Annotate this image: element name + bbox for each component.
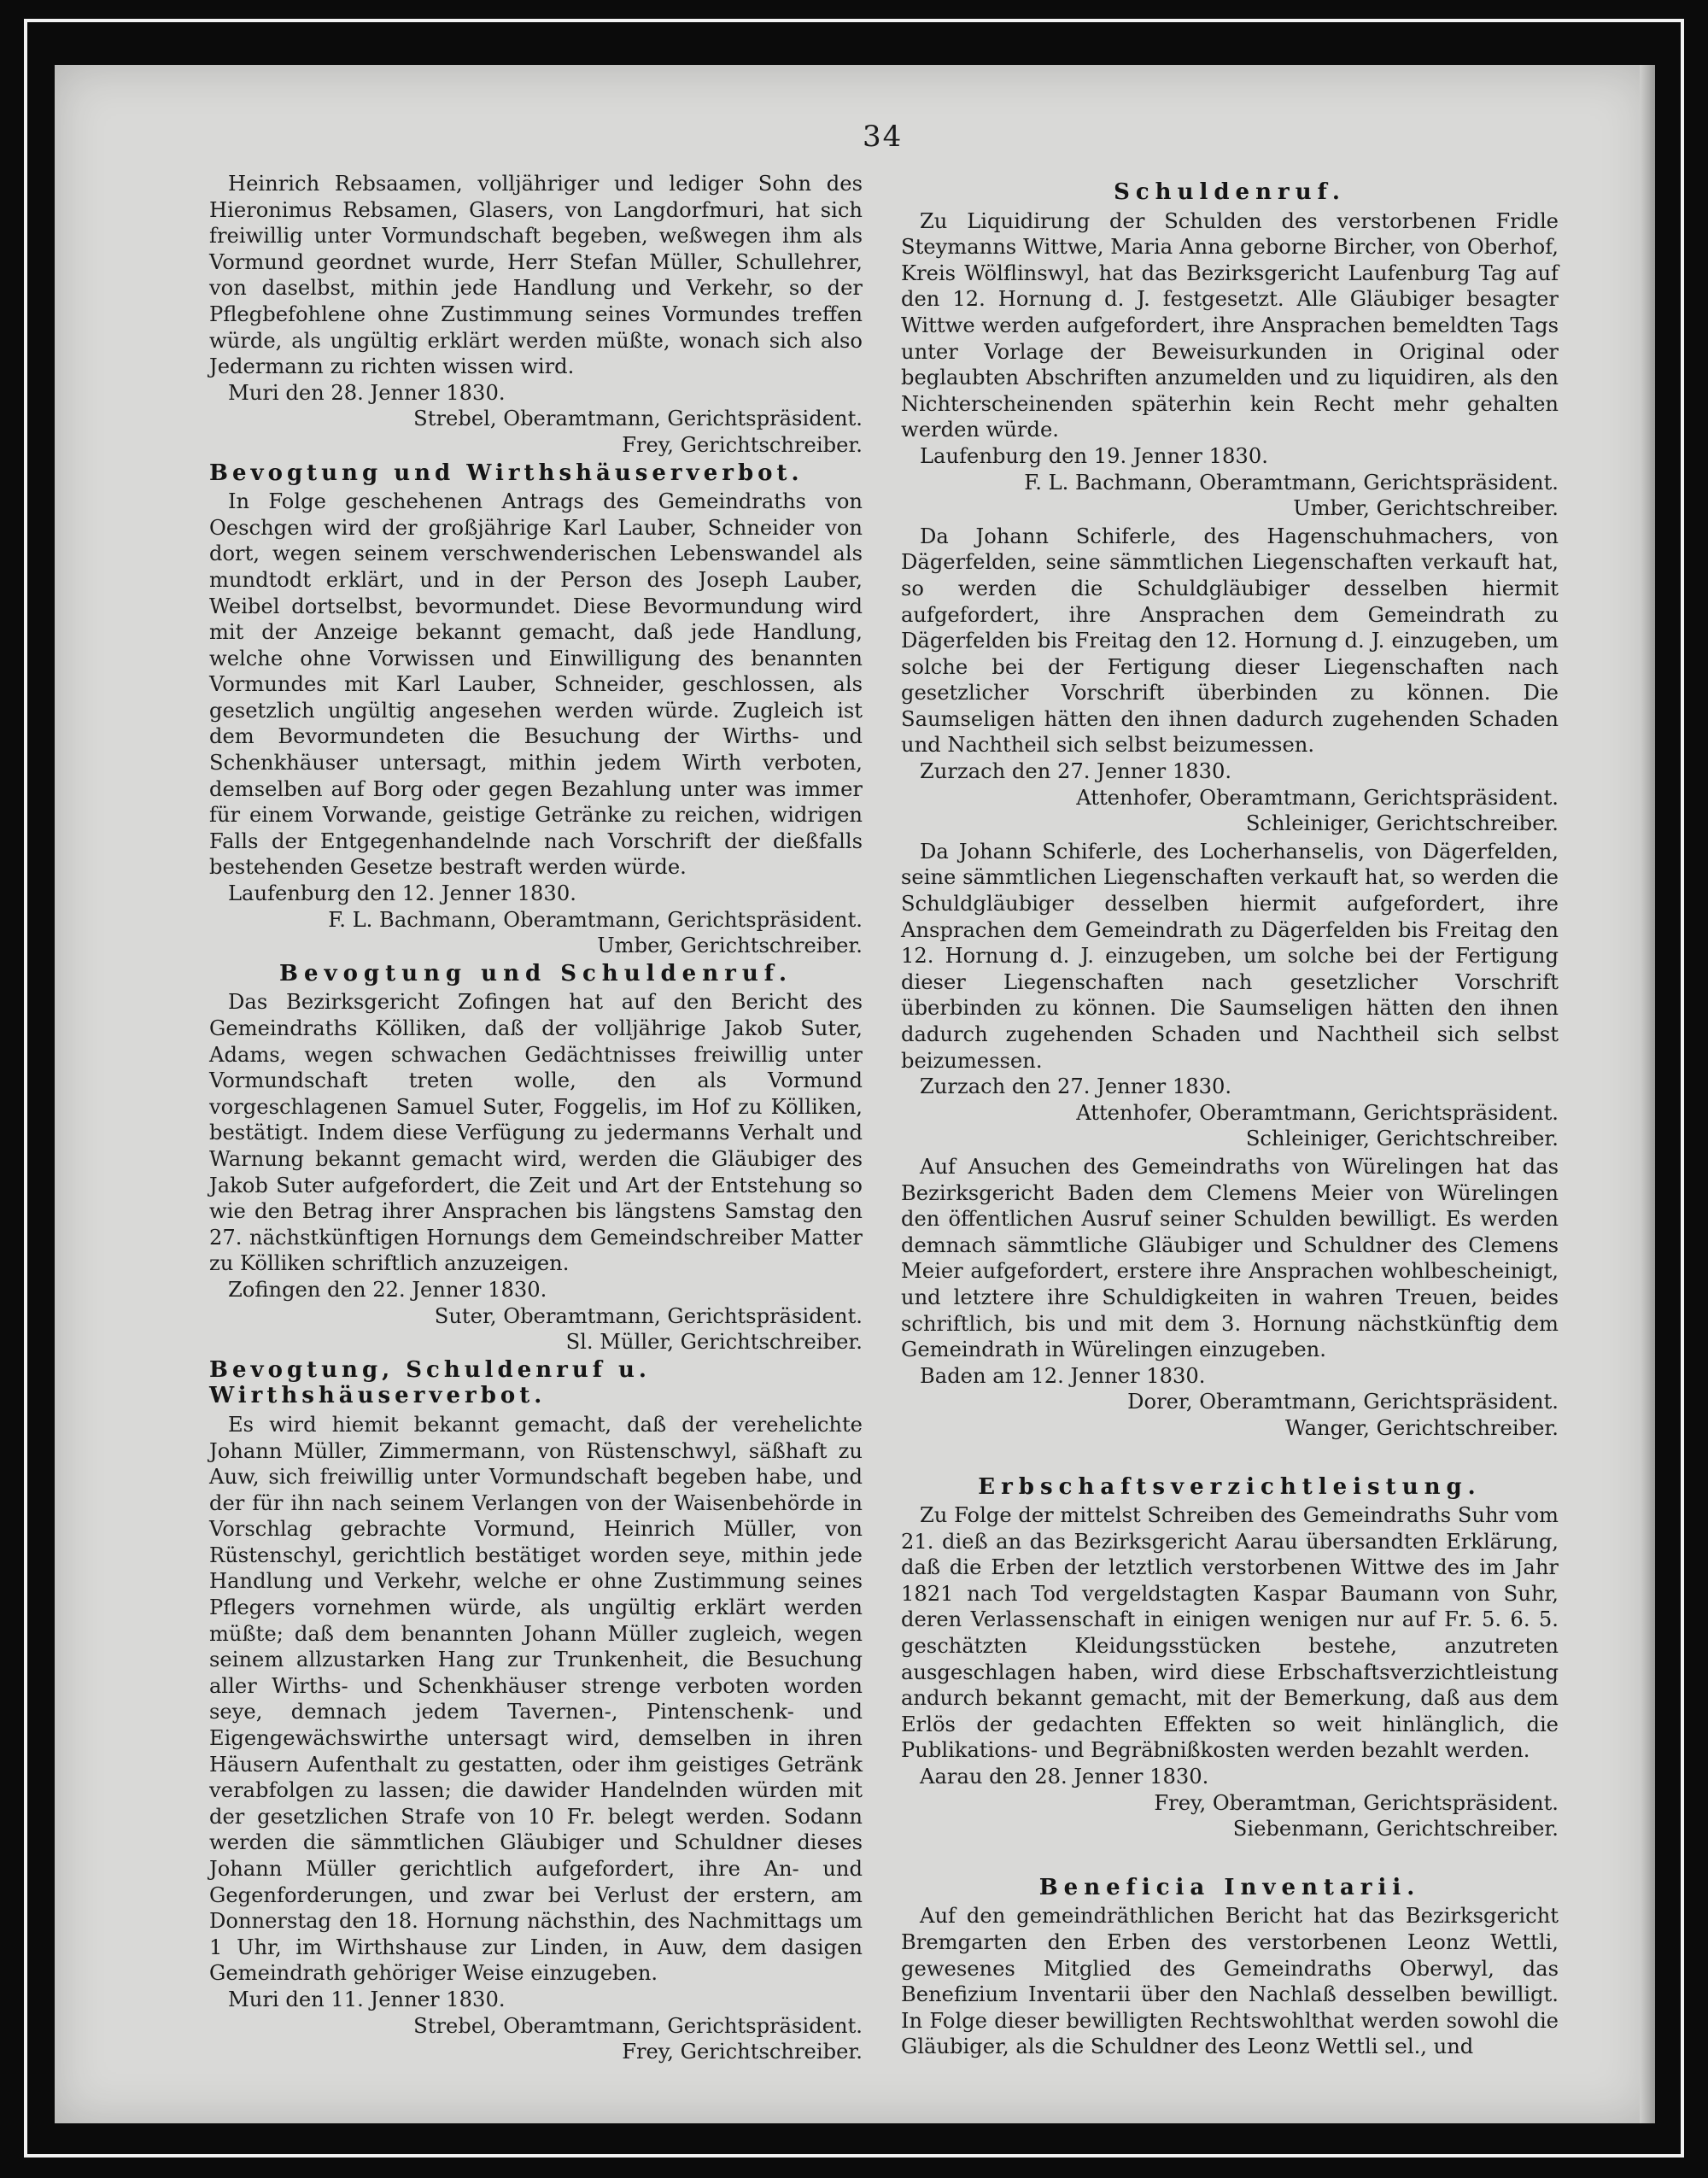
notice-dateline: Zurzach den 27. Jenner 1830. [920,759,1232,784]
notice-body: Da Johann Schiferle, des Locherhanselis, von Dägerfelden, seine sämmtlichen Liegenschaften verkauft hat, so werden die Schuldgläubiger desselben hiermit aufgefordert, ihre Ansprachen dem Gemeindrath zu Dägerfelden bis Freitag den 12. Hornung d. J. einzugeben, um solche bei der Fertigung dieser Liegenschaften nach gesetzlicher Vorschrift überbinden zu können. Die Saumseligen hätten den ihnen dadurch zugehenden Schaden und Nachtheil sich selbst beizumessen. [901,839,1559,1073]
notice-signature: Umber, Gerichtschreiber. [1293,496,1559,521]
notice-signature: Attenhofer, Oberamtmann, Gerichtspräsident. [1076,1100,1559,1125]
notice-signature: Schleiniger, Gerichtschreiber. [1245,1127,1559,1151]
notice-mueller [209,1357,863,2065]
notice-heading: Bevogtung und Wirthshäuserverbot. [209,460,804,486]
notice-dateline: Baden am 12. Jenner 1830. [920,1363,1206,1388]
notice-signature: Siebenmann, Gerichtschreiber. [1232,1817,1559,1841]
notice-body: Auf den gemeindräthlichen Bericht hat das Bezirksgericht Bremgarten den Erben des verstorbenen Leonz Wettli, gewesenes Mitglied des Gemeindraths Oberwyl, das Benefizium Inventarii über den Nachlaß desselben bewilligt. In Folge dieser bewilligten Rechtswohlthat werden sowohl die Gläubiger, als die Schuldner des Leonz Wettli sel., und [901,1904,1559,2059]
notice-dateline: Laufenburg den 12. Jenner 1830. [228,881,576,906]
page-number: 34 [863,120,904,154]
notice-signature: Frey, Oberamtman, Gerichtspräsident. [1154,1790,1559,1815]
notice-dateline: Muri den 28. Jenner 1830. [228,380,506,405]
notice-body: Heinrich Rebsaamen, volljähriger und lediger Sohn des Hieronimus Rebsamen, Glasers, von Langdorfmuri, hat sich freiwillig unter Vormundschaft begeben, weßwegen ihm als Vormund geordnet wurde, Herr Stefan Müller, Schullehrer, von daselbst, mithin jede Handlung und Verkehr, so der Pflegbefohlene ohne Zustimmung seines Vormundes treffen würde, als ungültig erklärt werden müßte, wonach sich also Jedermann zu richten wissen wird. [209,172,863,379]
notice-signature: F. L. Bachmann, Oberamtmann, Gerichtspräsident. [328,907,863,932]
notice-body: Zu Liquidirung der Schulden des verstorbenen Fridle Steymanns Wittwe, Maria Anna geborne Bircher, von Oberhof, Kreis Wölflinswyl, hat das Bezirksgericht Laufenburg Tag auf den 12. Hornung d. J. festgesetzt. Alle Gläubiger besagter Wittwe werden aufgefordert, ihre Ansprachen bemeldten Tags unter Vorlage der Beweisurkunden in Original oder beglaubten Abschriften anzumelden und zu liquidiren, als den Nichterscheinenden späterhin kein Recht mehr gehalten werden würde. [901,208,1559,442]
notice-suter [209,961,863,1355]
notice-signature: Strebel, Oberamtmann, Gerichtspräsident. [413,2013,863,2038]
notice-dateline: Muri den 11. Jenner 1830. [228,1987,506,2011]
notice-schiferle-hagenschuhmacher [901,524,1559,837]
left-column [209,171,863,2067]
notice-signature: Dorer, Oberamtmann, Gerichtspräsident. [1127,1390,1559,1414]
notice-body: In Folge geschehenen Antrags des Gemeindraths von Oeschgen wird der großjährige Karl Lauber, Schneider von dort, wegen seinem verschwenderischen Lebenswandel als mundtodt erklärt, und in der Person des Joseph Lauber, Weibel dortselbst, bevormundet. Diese Bevormundung wird mit der Anzeige bekannt gemacht, daß jede Handlung, welche ohne Vorwissen und Einwilligung des benannten Vormundes mit Karl Lauber, Schneider, geschlossen, als gesetzlich ungültig angesehen werden würde. Zugleich ist dem Bevormundeten die Besuchung der Wirths- und Schenkhäuser untersagt, mithin jedem Wirth verboten, demselben auf Borg oder gegen Bezahlung unter was immer für einem Vorwande, geistige Getränke zu reichen, widrigen Falls der Entgegenhandelnde nach Vorschrift der dießfalls bestehenden Gesetze bestraft werden würde. [209,489,863,880]
notice-heading: Bevogtung und Schuldenruf. [278,960,793,987]
notice-body: Da Johann Schiferle, des Hagenschuhmachers, von Dägerfelden, seine sämmtlichen Liegenschaften verkauft hat, so werden die Schuldgläubiger desselben hiermit aufgefordert, ihre Ansprachen dem Gemeindrath zu Dägerfelden bis Freitag den 12. Hornung d. J. einzugeben, um solche bei der Fertigung dieser Liegenschaften nach gesetzlicher Vorschrift überbinden zu können. Die Saumseligen hätten den ihnen dadurch zugehenden Schaden und Nachtheil sich selbst beizumessen. [901,524,1559,758]
notice-signature: Wanger, Gerichtschreiber. [1284,1415,1559,1440]
section-spacer [901,1844,1559,1873]
notice-signature: Attenhofer, Oberamtmann, Gerichtspräsident. [1076,785,1559,810]
notice-body: Das Bezirksgericht Zofingen hat auf den Bericht des Gemeindraths Kölliken, daß der volljährige Jakob Suter, Adams, wegen schwachen Gedächtnisses freiwillig unter Vormundschaft treten wolle, den als Vormund vorgeschlagenen Samuel Suter, Foggelis, im Hof zu Kölliken, bestätigt. Indem diese Verfügung zu jedermanns Verhalt und Warnung bekannt gemacht wird, werden die Gläubiger des Jakob Suter aufgefordert, die Zeit und Art der Entstehung so wie den Betrag ihrer Ansprachen bis längstens Samstag den 27. nächstkünftigen Hornungs dem Gemeindschreiber Matter zu Kölliken schriftlich anzuzeigen. [209,990,863,1276]
notice-body: Zu Folge der mittelst Schreiben des Gemeindraths Suhr vom 21. dieß an das Bezirksgericht Aarau übersandten Erklärung, daß die Erben der letztlich verstorbenen Wittwe des im Jahr 1821 nach Tod vergeldstagten Kaspar Baumann von Suhr, deren Verlassenschaft in einigen wenigen nur auf Fr. 5. 6. 5. geschätzten Kleidungsstücken bestehe, anzutreten ausgeschlagen haben, wird diese Erbschaftsverzichtleistung andurch bekannt gemacht, mit der Bemerkung, daß aus dem Erlös der gedachten Effekten so weit hinlänglich, die Publikations- und Begräbnißkosten werden bezahlt werden. [901,1503,1559,1763]
notice-signature: Schleiniger, Gerichtschreiber. [1245,811,1559,836]
right-column [901,179,1559,2062]
notice-signature: Strebel, Oberamtmann, Gerichtspräsident. [413,407,863,431]
notice-dateline: Aarau den 28. Jenner 1830. [920,1765,1209,1789]
notice-meier [901,1154,1559,1442]
page-edge [1640,65,1655,2123]
notice-body: Auf Ansuchen des Gemeindraths von Würelingen hat das Bezirksgericht Baden dem Clemens Meier von Würelingen den öffentlichen Ausruf seiner Schulden bewilligt. Es werden demnach sämmtliche Gläubiger und Schuldner des Clemens Meier aufgefordert, erstere ihre Ansprachen wohlbescheinigt, und letztere ihre Schuldigkeiten in wahren Treuen, beides schriftlich, bis und mit dem 3. Hornung nächstkünftig dem Gemeindrath in Würelingen einzugeben. [901,1154,1559,1362]
notice-dateline: Zurzach den 27. Jenner 1830. [920,1074,1232,1099]
notice-dateline: Laufenburg den 19. Jenner 1830. [920,443,1268,468]
notice-signature: Sl. Müller, Gerichtschreiber. [565,1330,863,1355]
notice-steymann [901,179,1559,522]
notice-heading: Bevogtung, Schuldenruf u. Wirthshäuserverbot. [209,1356,651,1409]
notice-lauber [209,460,863,959]
notice-signature: Frey, Gerichtschreiber. [622,432,863,457]
notice-heading: Erbschaftsverzichtleistung. [978,1473,1482,1500]
notice-schiferle-locherhanselis [901,839,1559,1152]
notice-body: Es wird hiemit bekannt gemacht, daß der verehelichte Johann Müller, Zimmermann, von Rüstenschwyl, säßhaft zu Auw, sich freiwillig unter Vormundschaft begeben habe, und der für ihn nach seinem Verlangen von der Waisenbehörde in Vorschlag gebrachte Vormund, Heinrich Müller, von Rüstenschyl, gerichtlich bestätiget worden seye, mithin jede Handlung und Verkehr, welche er ohne Zustimmung seines Pflegers vornehmen würde, als ungültig erklärt werden müßte; daß dem benannten Johann Müller zugleich, wegen seinem allzustarken Hang zur Trunkenheit, die Besuchung aller Wirths- und Schenkhäuser strenge verboten worden seye, demnach jedem Tavernen-, Pintenschenk- und Eigengewächswirthe untersagt wird, demselben in ihren Häusern Aufenthalt zu gestatten, oder ihm geistiges Getränk verabfolgen zu lassen; die dawider Handelnden würden mit der gesetzlichen Strafe von 10 Fr. belegt werden. Sodann werden die sämmtlichen Gläubiger und Schuldner dieses Johann Müller gerichtlich aufgefordert, ihre An- und Gegenforderungen, und zwar bei Verlust der erstern, am Donnerstag den 18. Hornung nächsthin, des Nachmittags um 1 Uhr, im Wirthshause zur Linden, in Auw, dem dasigen Gemeindrath gehöriger Weise einzugeben. [209,1412,863,1986]
notice-heading: Schuldenruf. [1114,179,1346,205]
notice-signature: Umber, Gerichtschreiber. [597,934,863,958]
notice-dateline: Zofingen den 22. Jenner 1830. [228,1277,547,1302]
section-spacer [901,1443,1559,1472]
notice-baumann [901,1474,1559,1842]
notice-heading: Beneficia Inventarii. [1038,1874,1421,1900]
notice-signature: Frey, Gerichtschreiber. [622,2040,863,2064]
notice-rebsaamen [209,171,863,459]
notice-signature: F. L. Bachmann, Oberamtmann, Gerichtspräsident. [1024,470,1559,495]
notice-signature: Suter, Oberamtmann, Gerichtspräsident. [434,1303,863,1328]
notice-wettli [901,1875,1559,2060]
